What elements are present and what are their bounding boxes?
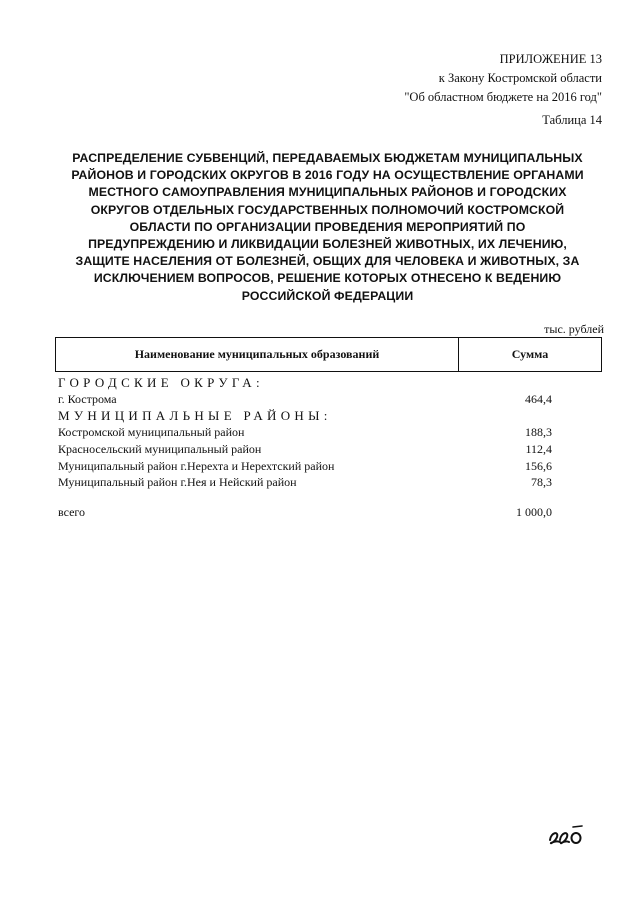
row-name: г. Кострома: [58, 392, 117, 406]
row-name: Костромской муниципальный район: [58, 425, 245, 439]
title-line: ОБЛАСТИ ПО ОРГАНИЗАЦИИ ПРОВЕДЕНИЯ МЕРОПРИЯТИЙ ПО: [129, 219, 526, 234]
document-title: [55, 150, 600, 305]
law-reference: к Закону Костромской области: [438, 71, 602, 85]
handwritten-page-number: [548, 823, 584, 847]
table-row: [58, 425, 598, 442]
row-name: Муниципальный район г.Нея и Нейский район: [58, 475, 297, 489]
total-sum: 1 000,0: [516, 505, 552, 519]
table-header: [55, 337, 602, 372]
appendix-header: [404, 50, 602, 107]
table-row: [58, 475, 598, 492]
title-line: РОССИЙСКОЙ ФЕДЕРАЦИИ: [241, 288, 414, 303]
title-line: ЗАЩИТЕ НАСЕЛЕНИЯ ОТ БОЛЕЗНЕЙ, ОБЩИХ ДЛЯ ЧЕЛОВЕКА И ЖИВОТНЫХ, ЗА: [75, 254, 580, 269]
appendix-number: ПРИЛОЖЕНИЕ 13: [499, 52, 602, 66]
row-sum: 156,6: [525, 459, 552, 473]
table-row: [58, 392, 598, 409]
column-header-name: Наименование муниципальных образований: [56, 338, 459, 371]
group-heading-districts: [58, 408, 598, 425]
title-line: ОКРУГОВ ОТДЕЛЬНЫХ ГОСУДАРСТВЕННЫХ ПОЛНОМОЧИЙ КОСТРОМСКОЙ: [90, 202, 565, 217]
row-sum: 78,3: [531, 475, 552, 489]
group-label: МУНИЦИПАЛЬНЫЕ РАЙОНЫ:: [58, 408, 332, 423]
title-line: МЕСТНОГО САМОУПРАВЛЕНИЯ МУНИЦИПАЛЬНЫХ РАЙОНОВ И ГОРОДСКИХ: [88, 185, 567, 200]
units-label: тыс. рублей: [544, 322, 604, 336]
row-sum: 188,3: [525, 425, 552, 439]
column-header-sum: Сумма: [511, 347, 549, 361]
total-row: [58, 505, 598, 522]
row-name: Муниципальный район г.Нерехта и Нерехтский район: [58, 459, 335, 473]
title-line: РАСПРЕДЕЛЕНИЕ СУБВЕНЦИЙ, ПЕРЕДАВАЕМЫХ БЮДЖЕТАМ МУНИЦИПАЛЬНЫХ: [72, 151, 583, 165]
table-row: [58, 442, 598, 459]
law-title: "Об областном бюджете на 2016 год": [404, 90, 602, 104]
table-row: [58, 459, 598, 476]
group-label: ГОРОДСКИЕ ОКРУГА:: [58, 375, 264, 390]
row-name: Красносельский муниципальный район: [58, 442, 262, 456]
row-sum: 464,4: [525, 392, 552, 406]
title-line: ПРЕДУПРЕЖДЕНИЮ И ЛИКВИДАЦИИ БОЛЕЗНЕЙ ЖИВОТНЫХ, ИХ ЛЕЧЕНИЮ,: [88, 237, 567, 252]
row-sum: 112,4: [525, 442, 552, 456]
table-number: Таблица 14: [542, 113, 602, 127]
title-line: ИСКЛЮЧЕНИЕМ ВОПРОСОВ, РЕШЕНИЕ КОТОРЫХ ОТНЕСЕНО К ВЕДЕНИЮ: [93, 271, 562, 286]
group-heading-urban: [58, 375, 598, 392]
total-label: всего: [58, 505, 86, 519]
title-line: РАЙОНОВ И ГОРОДСКИХ ОКРУГОВ В 2016 ГОДУ НА ОСУЩЕСТВЛЕНИЕ ОРГАНАМИ: [71, 168, 584, 183]
